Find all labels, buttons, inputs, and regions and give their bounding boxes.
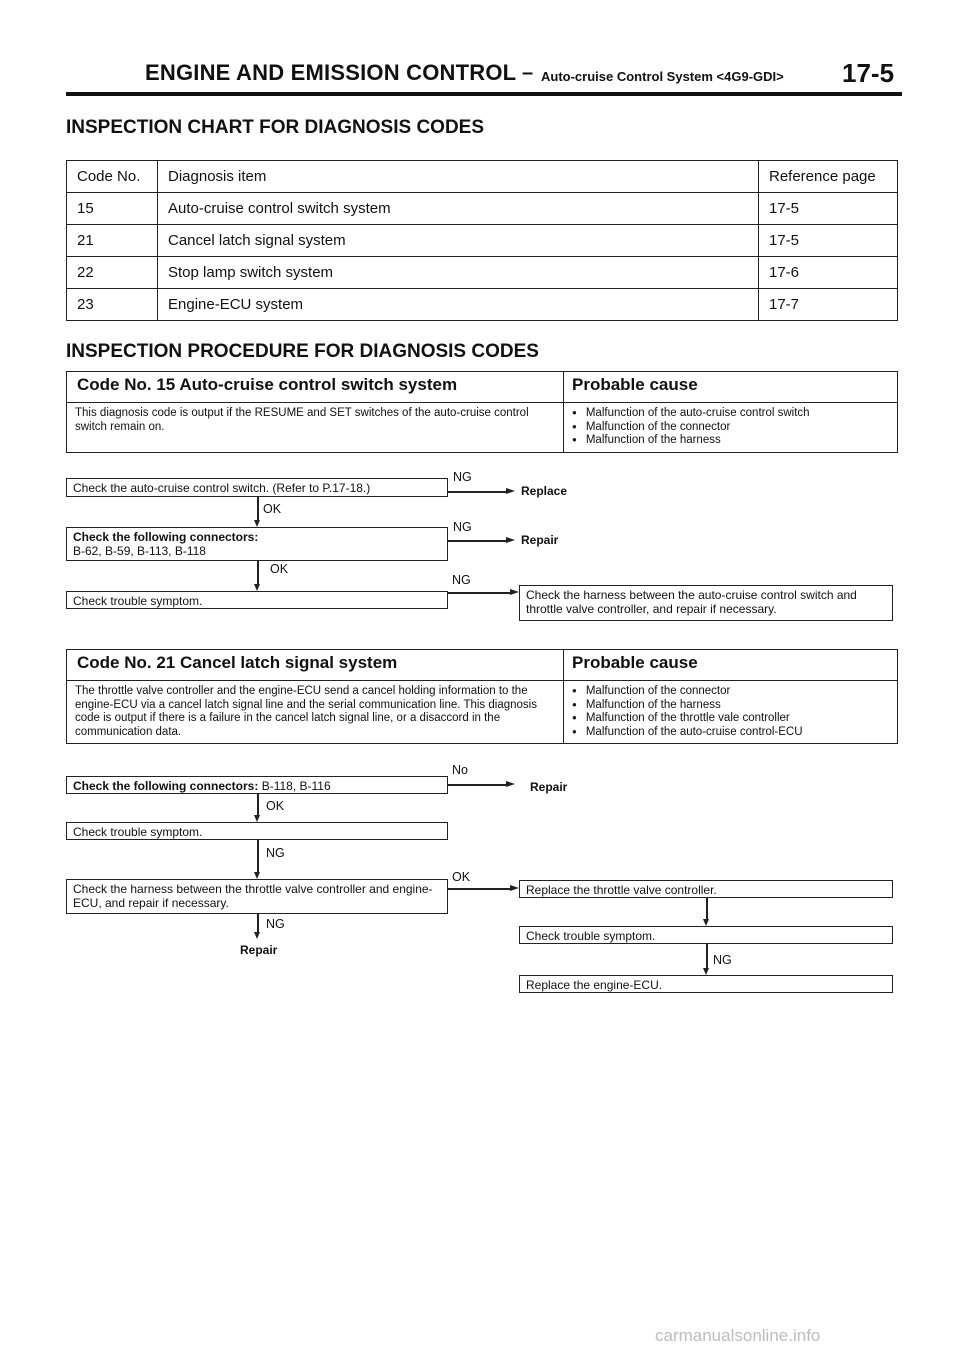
- code15-cause-heading: Probable cause: [572, 375, 698, 394]
- flow-arrow-line: [447, 784, 507, 786]
- flow-step-check-symptom: Check trouble symptom.: [66, 822, 448, 840]
- watermark: carmanualsonline.info: [655, 1326, 821, 1345]
- code21-cause-list: [572, 685, 889, 739]
- flow-label-ok: OK: [270, 562, 289, 576]
- flow-label-ng: NG: [452, 573, 471, 587]
- arrow-down-icon: [254, 815, 260, 822]
- flow-label-ok: OK: [263, 502, 282, 516]
- page-number: 17-5: [842, 58, 895, 88]
- flow-arrow-line: [447, 540, 507, 542]
- cell-code: 21: [67, 225, 158, 257]
- flow-arrow-line: [257, 561, 259, 585]
- code15-description: This diagnosis code is output if the RESUME and SET switches of the auto-cruise control switch remain on.: [67, 403, 564, 452]
- cell-item: Engine-ECU system: [158, 289, 759, 321]
- flow-label-ok: OK: [452, 870, 471, 884]
- flow-arrow-line: [706, 898, 708, 920]
- flow-label-ng: NG: [713, 953, 732, 967]
- arrow-right-icon: [510, 885, 519, 891]
- flow-result-repair: Repair: [530, 780, 568, 794]
- arrow-right-icon: [510, 589, 519, 595]
- code21-probable-cause-box: [66, 649, 898, 744]
- code15-cause-list: [572, 407, 889, 448]
- flow-label-ng: NG: [266, 846, 285, 860]
- list-item: ● Malfunction of the connector: [572, 685, 889, 699]
- cell-item: Stop lamp switch system: [158, 257, 759, 289]
- flow-arrow-line: [447, 491, 507, 493]
- procedure-section-title: INSPECTION PROCEDURE FOR DIAGNOSIS CODES: [66, 341, 539, 362]
- flow-step-connector-list: B-118, B-116: [261, 779, 331, 793]
- flow-result-repair: Repair: [240, 943, 278, 957]
- arrow-down-icon: [703, 919, 709, 926]
- arrow-down-icon: [254, 872, 260, 879]
- cell-page: 17-5: [759, 193, 898, 225]
- arrow-down-icon: [254, 584, 260, 591]
- list-item: ● Malfunction of the auto-cruise control switch: [572, 407, 889, 421]
- flow-step-title: Check the following connectors:: [73, 779, 259, 793]
- flow-step-replace-engine-ecu: Replace the engine-ECU.: [519, 975, 893, 993]
- table-row: [67, 193, 898, 225]
- flow-arrow-line: [257, 914, 259, 933]
- cell-code: 22: [67, 257, 158, 289]
- header-rule: [66, 92, 902, 96]
- flow-arrow-line: [257, 497, 259, 521]
- flow-result-replace: Replace: [521, 484, 568, 498]
- flow-step-check-connectors: [66, 527, 448, 561]
- flow-arrow-line: [706, 944, 708, 969]
- flow-step-title: Check the following connectors:: [73, 530, 259, 544]
- flow-result-repair: Repair: [521, 533, 559, 547]
- code15-heading: Code No. 15 Auto-cruise control switch system: [67, 372, 564, 402]
- flow-label-ng: NG: [453, 520, 472, 534]
- page-header-title: ENGINE AND EMISSION CONTROL: [145, 60, 517, 85]
- column-header-code: Code No.: [67, 161, 158, 193]
- page-header-subtitle: Auto-cruise Control System <4G9-GDI>: [541, 69, 784, 84]
- cell-item: Auto-cruise control switch system: [158, 193, 759, 225]
- flow-step-check-connectors: [66, 776, 448, 794]
- cell-page: 17-6: [759, 257, 898, 289]
- list-item: ● Malfunction of the harness: [572, 434, 889, 448]
- arrow-down-icon: [703, 968, 709, 975]
- flow-label-no: No: [452, 763, 468, 777]
- flow-step-connector-list: B-62, B-59, B-113, B-118: [73, 544, 206, 558]
- flow-arrow-line: [447, 888, 512, 890]
- arrow-down-icon: [254, 932, 260, 939]
- table-row: [67, 289, 898, 321]
- flow-label-ok: OK: [266, 799, 285, 813]
- column-header-page: Reference page: [759, 161, 898, 193]
- list-item: ● Malfunction of the harness: [572, 699, 889, 713]
- flow-step-check-symptom: Check trouble symptom.: [519, 926, 893, 944]
- arrow-right-icon: [506, 537, 515, 543]
- table-header-row: [67, 161, 898, 193]
- code21-cause-heading: Probable cause: [572, 653, 698, 672]
- flow-step-check-harness: Check the harness between the throttle valve controller and engine-ECU, and repair if necessary.: [66, 879, 448, 914]
- arrow-right-icon: [506, 781, 515, 787]
- code21-heading: Code No. 21 Cancel latch signal system: [67, 650, 564, 680]
- chart-section-title: INSPECTION CHART FOR DIAGNOSIS CODES: [66, 117, 485, 138]
- flow-step-check-switch: Check the auto-cruise control switch. (Refer to P.17-18.): [66, 478, 448, 497]
- cell-code: 15: [67, 193, 158, 225]
- flow-label-ng: NG: [453, 470, 472, 484]
- flow-arrow-line: [257, 840, 259, 873]
- code21-description: The throttle valve controller and the engine-ECU send a cancel holding information to the engine-ECU via a cancel latch signal line and the serial communication line. This diagnosis code is output if there is a failure in the cancel latch signal line, or a disaccord in the communication data.: [67, 681, 564, 743]
- arrow-down-icon: [254, 520, 260, 527]
- flow-arrow-line: [447, 592, 512, 594]
- cell-item: Cancel latch signal system: [158, 225, 759, 257]
- list-item: ● Malfunction of the auto-cruise control-ECU: [572, 726, 889, 740]
- diagnosis-code-table: [66, 160, 898, 321]
- code15-probable-cause-box: [66, 371, 898, 453]
- flow-arrow-line: [257, 794, 259, 816]
- arrow-right-icon: [506, 488, 515, 494]
- flow-step-replace-throttle-controller: Replace the throttle valve controller.: [519, 880, 893, 898]
- cell-page: 17-5: [759, 225, 898, 257]
- list-item: ● Malfunction of the connector: [572, 421, 889, 435]
- cell-code: 23: [67, 289, 158, 321]
- page-header-dash: –: [522, 62, 534, 84]
- table-row: [67, 257, 898, 289]
- table-row: [67, 225, 898, 257]
- flow-step-check-symptom: Check trouble symptom.: [66, 591, 448, 609]
- flow-result-check-harness: Check the harness between the auto-cruise control switch and throttle valve controller, and repair if necessary.: [519, 585, 893, 621]
- list-item: ● Malfunction of the throttle vale controller: [572, 712, 889, 726]
- cell-page: 17-7: [759, 289, 898, 321]
- flow-label-ng: NG: [266, 917, 285, 931]
- column-header-item: Diagnosis item: [158, 161, 759, 193]
